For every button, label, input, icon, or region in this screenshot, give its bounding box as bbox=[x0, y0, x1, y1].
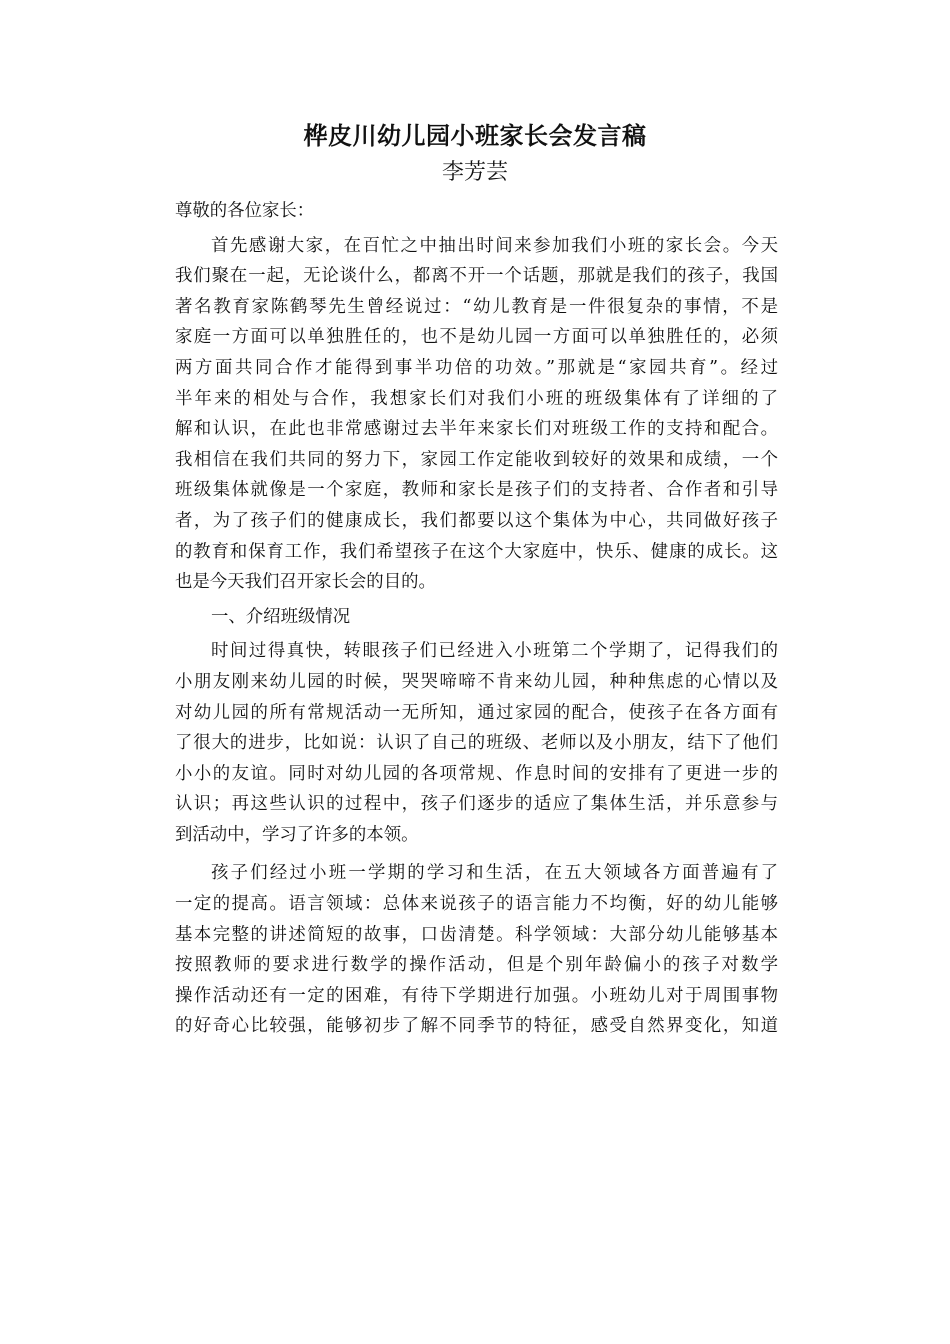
paragraph-line: 对幼儿园的所有常规活动一无所知，通过家园的配合，使孩子在各方面有 bbox=[175, 702, 778, 723]
paragraph-line: 时间过得真快，转眼孩子们已经进入小班第二个学期了，记得我们的 bbox=[211, 641, 778, 662]
paragraph-1 bbox=[175, 231, 778, 598]
paragraph-line: 一定的提高。语言领域：总体来说孩子的语言能力不均衡，好的幼儿能够 bbox=[175, 894, 778, 915]
section-heading: 一、介绍班级情况 bbox=[211, 606, 351, 627]
paragraph-line: 操作活动还有一定的困难，有待下学期进行加强。小班幼儿对于周围事物 bbox=[175, 985, 778, 1006]
salutation: 尊敬的各位家长： bbox=[175, 201, 315, 221]
paragraph-line: 半年来的相处与合作，我想家长们对我们小班的班级集体有了详细的了 bbox=[175, 388, 778, 409]
paragraph-line: 我相信在我们共同的努力下，家园工作定能收到较好的效果和成绩，一个 bbox=[175, 449, 778, 470]
paragraph-line: 首先感谢大家，在百忙之中抽出时间来参加我们小班的家长会。今天 bbox=[211, 235, 778, 256]
paragraph-line: 按照教师的要求进行数学的操作活动，但是个别年龄偏小的孩子对数学 bbox=[175, 955, 778, 976]
paragraph-line: 基本完整的讲述简短的故事，口齿清楚。科学领域：大部分幼儿能够基本 bbox=[175, 924, 778, 945]
paragraph-line: 了很大的进步，比如说：认识了自己的班级、老师以及小朋友，结下了他们 bbox=[175, 733, 778, 754]
paragraph-2 bbox=[175, 636, 778, 850]
paragraph-line: 两方面共同合作才能得到事半功倍的功效。”那就是“家园共育”。经过 bbox=[175, 357, 778, 378]
paragraph-line: 班级集体就像是一个家庭，教师和家长是孩子们的支持者、合作者和引导 bbox=[175, 480, 778, 501]
paragraph-line: 小朋友刚来幼儿园的时候，哭哭啼啼不肯来幼儿园，种种焦虑的心情以及 bbox=[175, 671, 778, 692]
paragraph-line: 的教育和保育工作，我们希望孩子在这个大家庭中，快乐、健康的成长。这 bbox=[175, 541, 778, 562]
document-title: 桦皮川幼儿园小班家长会发言稿 bbox=[303, 121, 647, 150]
paragraph-line: 解和认识，在此也非常感谢过去半年来家长们对班级工作的支持和配合。 bbox=[175, 419, 778, 440]
paragraph-line: 著名教育家陈鹤琴先生曾经说过：“幼儿教育是一件很复杂的事情，不是 bbox=[175, 296, 778, 317]
document-author: 李芳芸 bbox=[441, 160, 508, 185]
paragraph-line: 的好奇心比较强，能够初步了解不同季节的特征，感受自然界变化，知道 bbox=[175, 1016, 778, 1037]
paragraph-line: 到活动中，学习了许多的本领。 bbox=[175, 824, 419, 845]
paragraph-line: 家庭一方面可以单独胜任的，也不是幼儿园一方面可以单独胜任的，必须 bbox=[175, 327, 778, 348]
paragraph-line: 孩子们经过小班一学期的学习和生活，在五大领域各方面普遍有了 bbox=[211, 863, 778, 884]
paragraph-line: 也是今天我们召开家长会的目的。 bbox=[175, 572, 436, 593]
paragraph-3 bbox=[175, 858, 778, 1042]
document-body bbox=[175, 196, 778, 1042]
paragraph-line: 我们聚在一起，无论谈什么，都离不开一个话题，那就是我们的孩子，我国 bbox=[175, 266, 778, 287]
paragraph-line: 认识；再这些认识的过程中，孩子们逐步的适应了集体生活，并乐意参与 bbox=[175, 794, 778, 815]
paragraph-line: 者，为了孩子们的健康成长，我们都要以这个集体为中心，共同做好孩子 bbox=[175, 510, 778, 531]
paragraph-line: 小小的友谊。同时对幼儿园的各项常规、作息时间的安排有了更进一步的 bbox=[175, 763, 778, 784]
